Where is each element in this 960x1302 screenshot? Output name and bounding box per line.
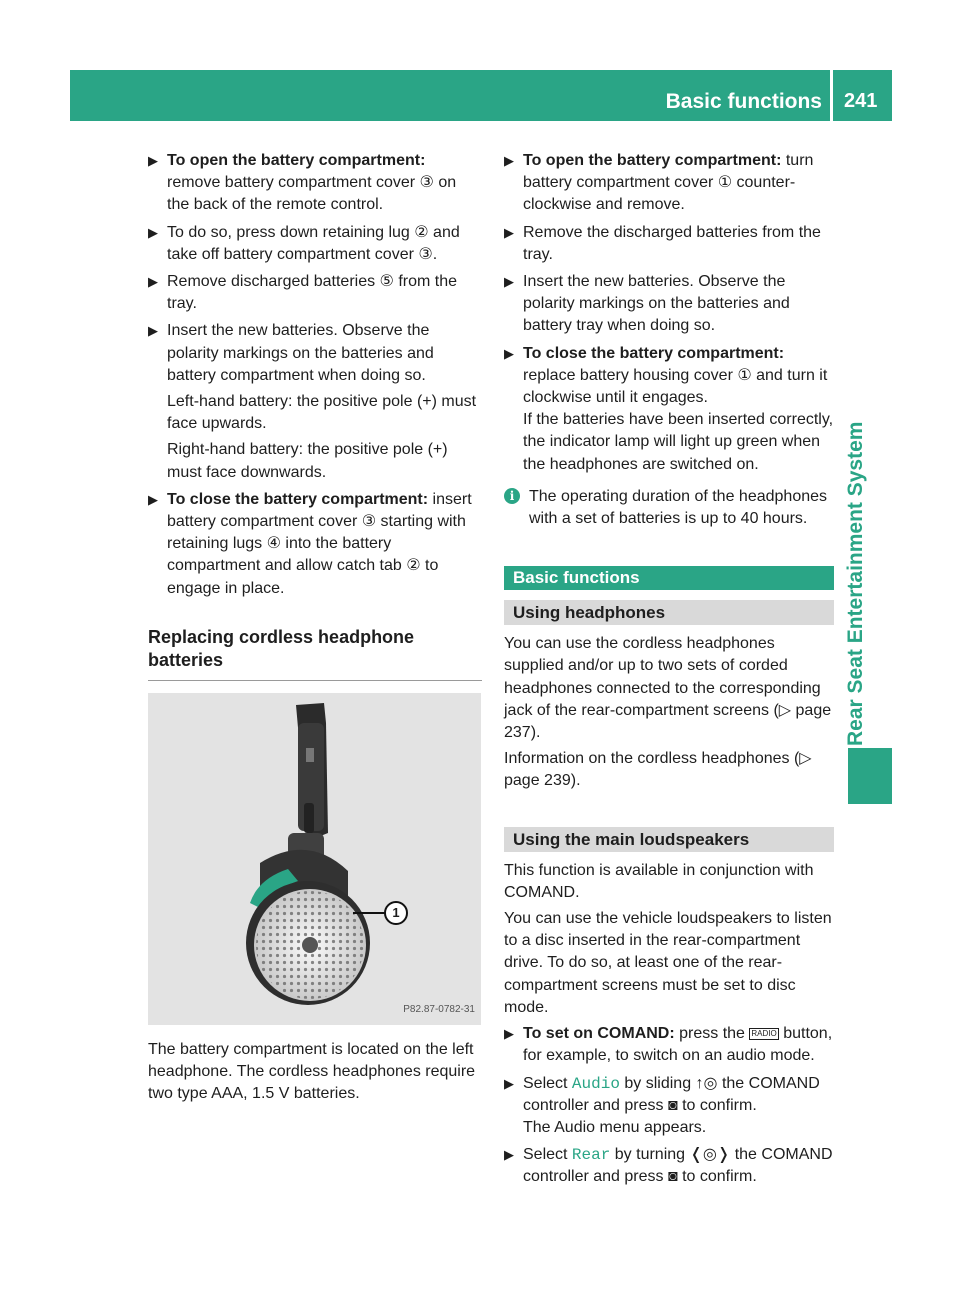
chapter-marker-block xyxy=(848,748,892,804)
step-arrow-icon: ▶ xyxy=(504,153,514,168)
figure-code: P82.87-0782-31 xyxy=(403,1003,475,1015)
page-number: 241 xyxy=(844,90,878,112)
list-item: ▶ Select Rear by turning ❬◎❭ the COMAND controller and press ◙ to confirm. xyxy=(504,1146,833,1186)
section-band: Basic functions xyxy=(504,566,834,590)
list-item: ▶ To open the battery compartment: turn battery compartment cover ① counter-clockwise and remove. xyxy=(504,152,814,214)
list-item: ▶ Remove the discharged batteries from the tray. xyxy=(504,223,821,263)
list-item: ▶ To close the battery compartment: insert battery compartment cover ③ starting with retaining lugs ④ into the battery compartment and allow catch tab ② to engage in place. xyxy=(148,490,472,597)
radio-button-icon: RADIO xyxy=(751,1029,777,1039)
step-arrow-icon: ▶ xyxy=(504,224,514,240)
left-column xyxy=(148,150,482,1105)
section-heading: Replacing cordless headphone batteries xyxy=(148,626,482,681)
subsection-title: Using headphones xyxy=(504,600,834,625)
step-arrow-icon: ▶ xyxy=(148,323,158,339)
list-item: ▶ Select Audio by sliding ↑◎ the COMAND controller and press ◙ to confirm. The Audio menu appears. xyxy=(504,1074,820,1136)
paragraph: This function is available in conjunction with COMAND. xyxy=(504,861,814,901)
figure-caption: The battery compartment is located on the left headphone. The cordless headphones require two type AAA, 1.5 V batteries. xyxy=(148,1040,476,1103)
list-item: ▶ Insert the new batteries. Observe the polarity markings on the batteries and battery compartment when doing so. Left-hand battery: the positive pole (+) must face upwards. Right-hand battery: the positive pole (+) must face downwards. xyxy=(148,322,477,481)
paragraph: You can use the vehicle loudspeakers to listen to a disc inserted in the rear-compartment drive. To do so, at least one of the rear-compartment screens must be set to disc mode. xyxy=(504,910,832,1016)
callout-line xyxy=(353,912,385,914)
step-arrow-icon: ▶ xyxy=(504,1147,514,1163)
step-arrow-icon: ▶ xyxy=(148,224,158,240)
step-arrow-icon: ▶ xyxy=(148,491,158,507)
subsection-title: Using the main loudspeakers xyxy=(504,827,834,852)
list-item: ▶ To close the battery compartment: replace battery housing cover ① and turn it clockwise until it engages. If the batteries have been inserted correctly, the indicator lamp will light up green when the headphones are switched on. xyxy=(504,344,834,473)
list-item: ▶ Remove discharged batteries ⑤ from the tray. xyxy=(148,273,458,313)
step-arrow-icon: ▶ xyxy=(504,345,514,361)
paragraph: You can use the cordless headphones supplied and/or up to two sets of corded headphones connected to the corresponding jack of the rear-compartment screens (▷ page 237). xyxy=(504,635,832,742)
page-section-title: Basic functions xyxy=(665,90,822,113)
headphone-figure xyxy=(148,693,481,1025)
step-arrow-icon: ▶ xyxy=(504,274,514,290)
step-arrow-icon: ▶ xyxy=(148,153,158,168)
callout-number: 1 xyxy=(384,901,408,925)
menu-item-audio: Audio xyxy=(571,1074,620,1093)
list-item: ▶ To open the battery compartment: remove battery compartment cover ③ on the back of the remote control. xyxy=(148,152,457,214)
headphone-illustration xyxy=(148,693,481,1025)
step-arrow-icon: ▶ xyxy=(148,274,158,290)
chapter-side-title: Rear Seat Entertainment System xyxy=(844,421,867,746)
list-item: ▶ Insert the new batteries. Observe the polarity markings on the batteries and battery tray when doing so. xyxy=(504,273,790,335)
right-column xyxy=(504,150,834,1194)
list-item: ▶ To set on COMAND: press the RADIO button, for example, to switch on an audio mode. xyxy=(504,1025,833,1065)
paragraph: Information on the cordless headphones (▷ page 239). xyxy=(504,750,812,790)
header-divider xyxy=(830,70,833,121)
list-item: ▶ To do so, press down retaining lug ② and take off battery compartment cover ③. xyxy=(148,223,460,263)
step-arrow-icon: ▶ xyxy=(504,1075,514,1091)
menu-item-rear: Rear xyxy=(571,1146,611,1165)
info-icon: i xyxy=(504,488,520,504)
info-note: i The operating duration of the headphones with a set of batteries is up to 40 hours. xyxy=(504,486,834,530)
step-arrow-icon: ▶ xyxy=(504,1026,514,1042)
